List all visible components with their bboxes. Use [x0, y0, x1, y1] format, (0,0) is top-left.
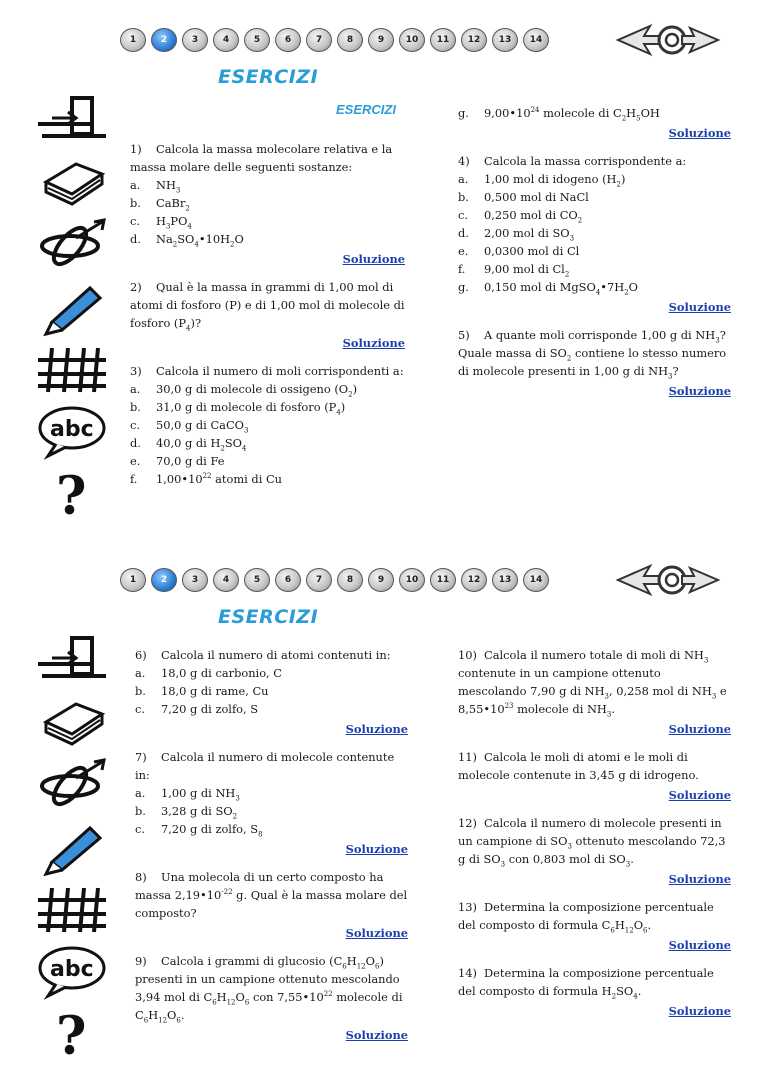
exercise-question: 7) Calcola il numero di molecole contenute in:: [135, 750, 395, 782]
side-toolbar: [32, 632, 112, 1066]
solution-link[interactable]: Soluzione: [668, 126, 731, 140]
solution-link[interactable]: Soluzione: [668, 788, 731, 802]
exercise-item: e. 70,0 g di Fe: [130, 454, 225, 468]
page-button-8[interactable]: 8: [337, 28, 363, 52]
side-toolbar: [32, 92, 112, 526]
page-button-4[interactable]: 4: [213, 28, 239, 52]
page-button-13[interactable]: 13: [492, 28, 518, 52]
exercise: [135, 646, 408, 738]
exercise-item: f. 9,00 mol di $Cl_2$: [458, 262, 570, 279]
exercise-item: a. 30,0 g di molecole di ossigeno $(O_2)$: [130, 382, 358, 399]
exercise-item: c. $H_3PO_4$: [130, 214, 192, 231]
exercise-item: g. 0,150 mol di $MgSO_4•7H_2O$: [458, 280, 638, 297]
back-forward-arrows-icon[interactable]: [610, 20, 725, 60]
page-button-3[interactable]: 3: [182, 28, 208, 52]
page-button-13[interactable]: 13: [492, 568, 518, 592]
page-button-3[interactable]: 3: [182, 568, 208, 592]
exercise-item: a. 1,00 mol di idogeno $(H_2)$: [458, 172, 626, 189]
exercise-item: a. 1,00 g di $NH_3$: [135, 786, 240, 803]
exercise-item: c. 50,0 g di CaCO$_3$: [130, 418, 249, 435]
solution-link[interactable]: Soluzione: [342, 336, 405, 350]
solution-link[interactable]: Soluzione: [668, 872, 731, 886]
exercise-item: b. 0,500 mol di NaCl: [458, 190, 589, 204]
svg-text:abc: abc: [50, 957, 94, 982]
page-button-12[interactable]: 12: [461, 568, 487, 592]
book-stack-icon[interactable]: [32, 154, 112, 210]
page-button-7[interactable]: 7: [306, 568, 332, 592]
exercise-question: 8) Una molecola di un certo composto ha massa $2,19•10^{-22}$ g. Qual è la massa molare del composto?: [135, 870, 408, 920]
exercise-item: c. 7,20 g di zolfo, S: [135, 702, 259, 716]
solution-link[interactable]: Soluzione: [668, 384, 731, 398]
exercise-item: b. 18,0 g di rame, Cu: [135, 684, 269, 698]
exercise-item: e. 0,0300 mol di Cl: [458, 244, 580, 258]
exercise-item: b. CaBr$_2$: [130, 196, 190, 213]
solution-link[interactable]: Soluzione: [342, 252, 405, 266]
svg-text:?: ?: [56, 466, 87, 527]
exercise-question: 12) Calcola il numero di molecole presenti in un campione di $SO_3$ ottenuto mescolando 72,3 g di $SO_3$ con 0,803 mol di $SO_3$.: [458, 816, 726, 869]
exercises-right-column: [458, 646, 731, 1030]
exercise-question: 6) Calcola il numero di atomi contenuti in:: [135, 648, 391, 662]
page-title: ESERCIZI: [218, 606, 319, 628]
page-2: [0, 540, 768, 1066]
solution-link[interactable]: Soluzione: [345, 1028, 408, 1042]
question-mark-icon[interactable]: [32, 1004, 112, 1066]
exercise: [458, 898, 731, 954]
page-button-11[interactable]: 11: [430, 28, 456, 52]
exercise-item: d. 2,00 mol di $SO_3$: [458, 226, 575, 243]
page-button-10[interactable]: 10: [399, 568, 425, 592]
exercises-right-column: [458, 104, 731, 410]
pencil-icon[interactable]: [32, 278, 112, 334]
page-1: [0, 0, 768, 527]
page-button-14[interactable]: 14: [523, 28, 549, 52]
page-button-9[interactable]: 9: [368, 28, 394, 52]
exercise-question: 5) A quante moli corrisponde 1,00 g di $NH_3$? Quale massa di $SO_2$ contiene lo stesso numero di molecole presenti in 1,00 g di $NH_3$?: [458, 328, 727, 381]
exercise: [458, 646, 731, 738]
solution-link[interactable]: Soluzione: [345, 722, 408, 736]
page-button-14[interactable]: 14: [523, 568, 549, 592]
hash-grid-icon[interactable]: [32, 880, 112, 936]
page-button-12[interactable]: 12: [461, 28, 487, 52]
exercise-item: g. $9,00•10^{24}$ molecole di $C_2H_5OH$: [458, 106, 660, 123]
page-button-5[interactable]: 5: [244, 568, 270, 592]
abc-speech-icon[interactable]: [32, 402, 112, 458]
hash-grid-icon[interactable]: [32, 340, 112, 396]
page-button-9[interactable]: 9: [368, 568, 394, 592]
svg-text:abc: abc: [50, 417, 94, 442]
exercise: [458, 152, 731, 316]
exercise: [135, 748, 408, 858]
page-button-8[interactable]: 8: [337, 568, 363, 592]
exercise-item: a. $NH_3$: [130, 178, 181, 195]
svg-text:?: ?: [56, 1006, 87, 1066]
exercise-question: 2) Qual è la massa in grammi di 1,00 mol di atomi di fosforo (P) e di 1,00 mol di molecole di fosforo $(P_4)$?: [130, 280, 405, 333]
solution-link[interactable]: Soluzione: [668, 1004, 731, 1018]
page-button-11[interactable]: 11: [430, 568, 456, 592]
solution-link[interactable]: Soluzione: [668, 300, 731, 314]
exercise: [135, 868, 408, 942]
page-button-2[interactable]: 2: [151, 568, 177, 592]
page-button-7[interactable]: 7: [306, 28, 332, 52]
page-button-6[interactable]: 6: [275, 568, 301, 592]
exercise-item: d. $Na_2SO_4•10H_2O$: [130, 232, 244, 249]
exercise: [130, 140, 405, 268]
exercise-question: 9) Calcola i grammi di glucosio $(C_6H_{12}O_6)$ presenti in un campione ottenuto mescolando 3,94 mol di $C_6H_{12}O_6$ con $7,55•10^{22}$ molecole di $C_6H_{12}O_6$.: [135, 954, 403, 1025]
pencil-icon[interactable]: [32, 818, 112, 874]
exercise: [458, 326, 731, 400]
solution-link[interactable]: Soluzione: [345, 926, 408, 940]
solution-link[interactable]: Soluzione: [668, 938, 731, 952]
exercise-item: c. 7,20 g di zolfo, $S_8$: [135, 822, 263, 839]
page-button-10[interactable]: 10: [399, 28, 425, 52]
page-button-6[interactable]: 6: [275, 28, 301, 52]
exercise: [130, 278, 405, 352]
question-mark-icon[interactable]: [32, 464, 112, 527]
exit-door-icon[interactable]: [32, 632, 112, 688]
exercise-item: a. 18,0 g di carbonio, C: [135, 666, 283, 680]
page-button-1[interactable]: 1: [120, 568, 146, 592]
exercise: [458, 964, 731, 1020]
exercise-item: b. 3,28 g di $SO_2$: [135, 804, 238, 821]
page-button-4[interactable]: 4: [213, 568, 239, 592]
exercise-question: 1) Calcola la massa molecolare relativa e la massa molare delle seguenti sostanze:: [130, 142, 393, 174]
exercise-question: 13) Determina la composizione percentuale del composto di formula $C_6H_{12}O_6$.: [458, 900, 714, 935]
exercise-question: 4) Calcola la massa corrispondente a:: [458, 154, 687, 168]
page-title: ESERCIZI: [218, 66, 319, 88]
exercise-item: f. $1,00•10^{22}$ atomi di Cu: [130, 472, 283, 486]
solution-link[interactable]: Soluzione: [345, 842, 408, 856]
exercises-left-column: [135, 646, 408, 1054]
exercise: [135, 952, 408, 1044]
abc-speech-icon[interactable]: [32, 942, 112, 998]
exercises-left-column: [130, 140, 405, 498]
section-subtitle: ESERCIZI: [336, 102, 396, 117]
exit-door-icon[interactable]: [32, 92, 112, 148]
exercise-item: b. 31,0 g di molecole di fosforo $(P_4)$: [130, 400, 346, 417]
page-nav: [120, 568, 549, 592]
atom-icon[interactable]: [32, 216, 112, 272]
solution-link[interactable]: Soluzione: [668, 722, 731, 736]
page-nav: [120, 28, 549, 52]
exercise: [458, 814, 731, 888]
atom-icon[interactable]: [32, 756, 112, 812]
exercise-question: 14) Determina la composizione percentuale del composto di formula $H_2SO_4$.: [458, 966, 714, 1001]
exercise: [458, 104, 731, 142]
exercise: [130, 362, 405, 488]
page-button-2[interactable]: 2: [151, 28, 177, 52]
exercise-item: c. 0,250 mol di $CO_2$: [458, 208, 583, 225]
exercise: [458, 748, 731, 804]
exercise-question: 11) Calcola le moli di atomi e le moli di molecole contenute in 3,45 g di idrogeno.: [458, 750, 699, 782]
exercise-question: 10) Calcola il numero totale di moli di $NH_3$ contenute in un campione ottenuto mescolando 7,90 g di $NH_3$, 0,258 mol di $NH_3$ e $8,55•10^{23}$ molecole di $NH_3$.: [458, 648, 727, 719]
book-stack-icon[interactable]: [32, 694, 112, 750]
exercise-question: 3) Calcola il numero di moli corrispondenti a:: [130, 364, 404, 378]
page-button-5[interactable]: 5: [244, 28, 270, 52]
page-button-1[interactable]: 1: [120, 28, 146, 52]
exercise-item: d. 40,0 g di $H_2SO_4$: [130, 436, 247, 453]
back-forward-arrows-icon[interactable]: [610, 560, 725, 600]
